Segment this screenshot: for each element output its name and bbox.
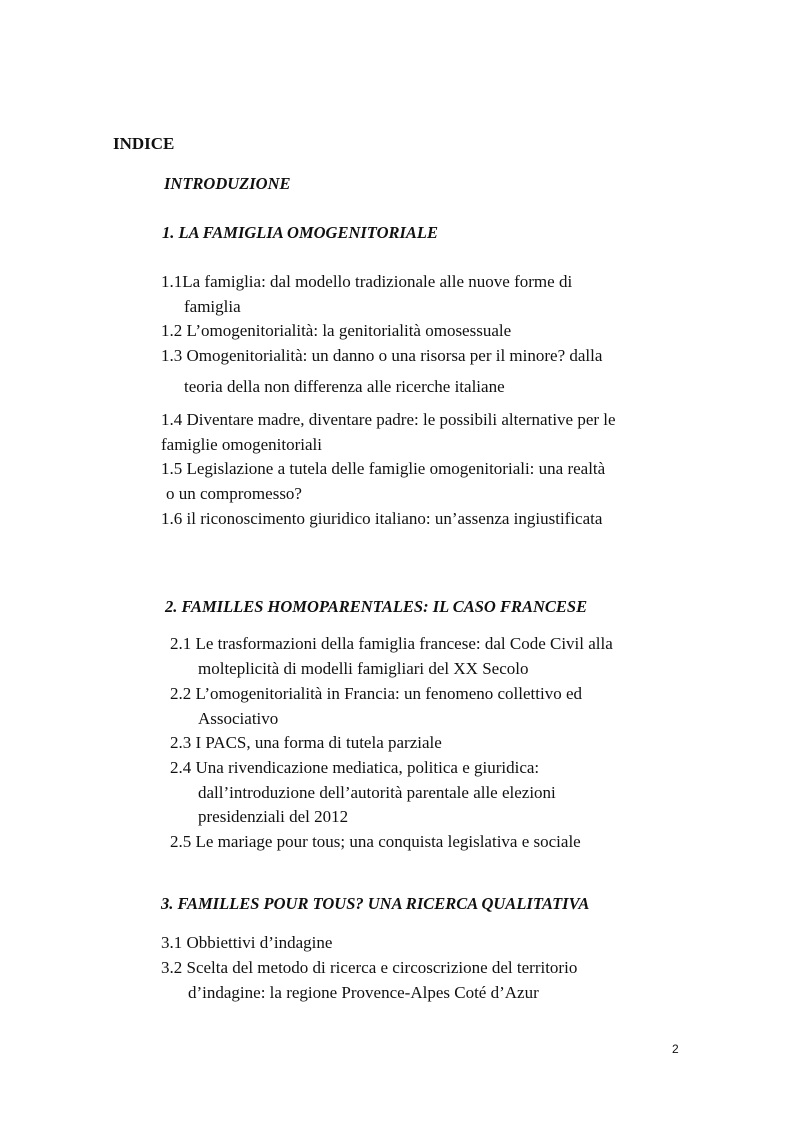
toc-introduction: INTRODUZIONE (164, 174, 291, 193)
toc-line: 1.3 Omogenitorialità: un danno o una risorsa per il minore? dalla (161, 346, 603, 365)
toc-line: 1.4 Diventare madre, diventare padre: le possibili alternative per le (161, 410, 616, 429)
chapter-3-heading: 3. FAMILLES POUR TOUS? UNA RICERCA QUALITATIVA (161, 894, 590, 913)
toc-line: o un compromesso? (166, 484, 302, 503)
toc-line: 1.1La famiglia: dal modello tradizionale alle nuove forme di (161, 272, 573, 291)
toc-line: dall’introduzione dell’autorità parentale alle elezioni (198, 783, 556, 802)
toc-line: famiglia (184, 297, 241, 316)
toc-line: 2.4 Una rivendicazione mediatica, politica e giuridica: (170, 758, 540, 777)
toc-line: Associativo (198, 709, 279, 728)
toc-line: 3.1 Obbiettivi d’indagine (161, 933, 333, 952)
toc-line: presidenziali del 2012 (198, 807, 349, 826)
toc-line: 1.6 il riconoscimento giuridico italiano: un’assenza ingiustificata (161, 509, 603, 528)
toc-line: 2.3 I PACS, una forma di tutela parziale (170, 733, 442, 752)
toc-line: 2.2 L’omogenitorialità in Francia: un fenomeno collettivo ed (170, 684, 582, 703)
toc-line: 2.5 Le mariage pour tous; una conquista legislativa e sociale (170, 832, 581, 851)
toc-line: molteplicità di modelli famigliari del XX Secolo (198, 659, 529, 678)
toc-line: 1.2 L’omogenitorialità: la genitorialità omosessuale (161, 321, 512, 340)
toc-line: famiglie omogenitoriali (161, 435, 322, 454)
chapter-2-heading: 2. FAMILLES HOMOPARENTALES: IL CASO FRANCESE (165, 597, 588, 616)
toc-line: 3.2 Scelta del metodo di ricerca e circoscrizione del territorio (161, 958, 578, 977)
chapter-1-heading: 1. LA FAMIGLIA OMOGENITORIALE (162, 223, 438, 242)
toc-line: 2.1 Le trasformazioni della famiglia francese: dal Code Civil alla (170, 634, 613, 653)
toc-title: INDICE (113, 134, 175, 153)
toc-line: 1.5 Legislazione a tutela delle famiglie omogenitoriali: una realtà (161, 459, 606, 478)
toc-line: teoria della non differenza alle ricerche italiane (184, 377, 505, 396)
page-number: 2 (672, 1042, 679, 1056)
toc-line: d’indagine: la regione Provence-Alpes Coté d’Azur (188, 983, 539, 1002)
